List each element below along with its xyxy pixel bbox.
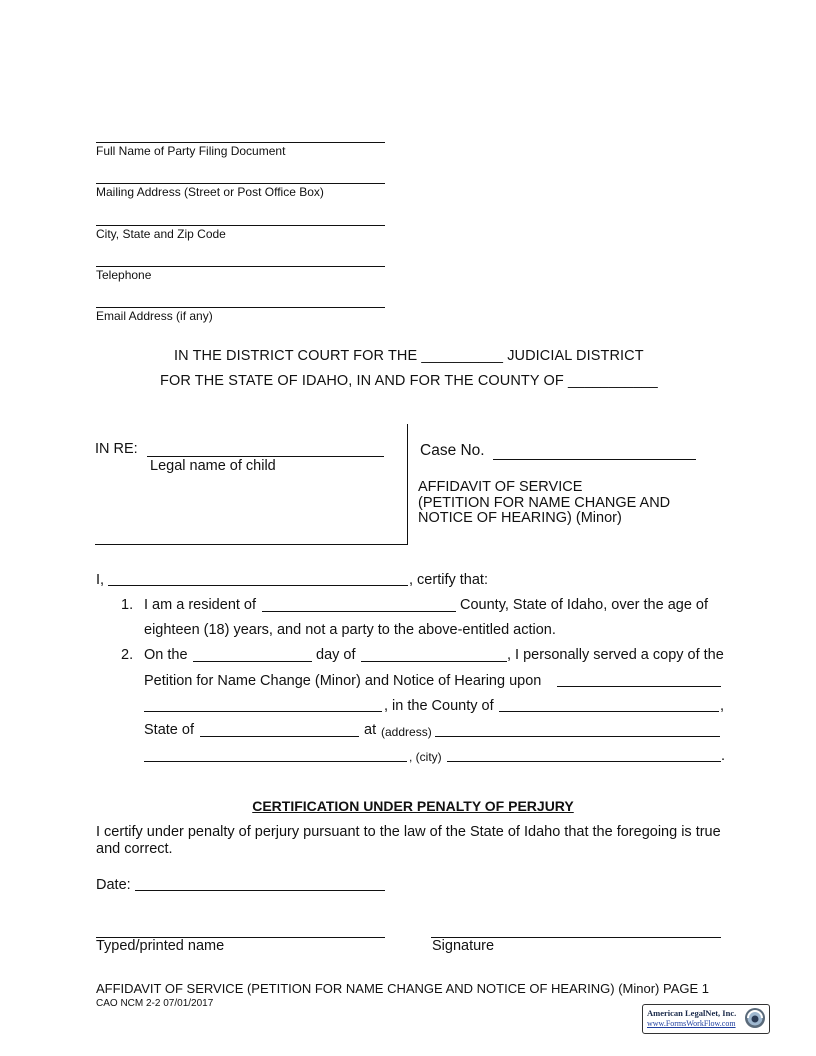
- globe-icon: [744, 1007, 766, 1029]
- service-city-line[interactable]: [447, 761, 721, 762]
- in-re-label: IN RE:: [95, 441, 138, 457]
- full-name-label: Full Name of Party Filing Document: [96, 144, 286, 158]
- document-title-3: NOTICE OF HEARING) (Minor): [418, 510, 622, 526]
- certification-text-2: and correct.: [96, 841, 173, 857]
- certification-heading: CERTIFICATION UNDER PENALTY OF PERJURY: [252, 798, 574, 814]
- date-line[interactable]: [135, 890, 385, 891]
- i-prefix: I,: [96, 572, 105, 588]
- document-title-1: AFFIDAVIT OF SERVICE: [418, 479, 583, 495]
- email-line[interactable]: [96, 307, 385, 308]
- certify-text: , certify that:: [409, 572, 488, 588]
- item-2-state: State of: [144, 722, 194, 738]
- item-2-on-the: On the: [144, 647, 188, 663]
- item-1-text-c: eighteen (18) years, and not a party to the above-entitled action.: [144, 622, 556, 638]
- service-month-line[interactable]: [361, 661, 507, 662]
- served-party-line-2[interactable]: [144, 711, 382, 712]
- case-number-field: [420, 442, 485, 460]
- address-label: (address): [381, 725, 432, 739]
- mailing-address-label: Mailing Address (Street or Post Office Box): [96, 185, 324, 199]
- case-no-label: Case No.: [420, 442, 485, 459]
- full-name-line[interactable]: [96, 142, 385, 143]
- city-state-zip-line[interactable]: [96, 225, 385, 226]
- signature-label: Signature: [432, 938, 495, 954]
- judicial-district-blank[interactable]: __________: [421, 348, 504, 364]
- caption-divider-horizontal: [95, 544, 407, 545]
- court-line-1-text: IN THE DISTRICT COURT FOR THE: [174, 348, 418, 364]
- form-code: CAO NCM 2-2 07/01/2017: [96, 998, 214, 1009]
- court-line-1: [174, 348, 644, 364]
- logo-url[interactable]: www.FormsWorkFlow.com: [647, 1019, 736, 1028]
- county-comma: ,: [720, 698, 725, 714]
- court-line-2: [160, 373, 658, 389]
- item-1-text-a: I am a resident of: [144, 597, 257, 613]
- date-label: Date:: [96, 877, 131, 893]
- item-2-county: , in the County of: [384, 698, 494, 714]
- service-county-line[interactable]: [499, 711, 719, 712]
- item-2-served: , I personally served a copy of the: [507, 647, 724, 663]
- item-2-day-of: day of: [316, 647, 356, 663]
- affiant-name-line[interactable]: [108, 585, 408, 586]
- county-blank[interactable]: ___________: [568, 373, 658, 389]
- email-label: Email Address (if any): [96, 309, 213, 323]
- child-name-line[interactable]: [147, 456, 384, 457]
- item-1-number: 1.: [121, 597, 134, 613]
- caption-divider-vertical: [407, 424, 408, 545]
- resident-county-line[interactable]: [262, 611, 456, 612]
- city-period: .: [721, 748, 726, 764]
- service-address-line[interactable]: [435, 736, 720, 737]
- item-2-petition: Petition for Name Change (Minor) and Notice of Hearing upon: [144, 673, 542, 689]
- service-day-line[interactable]: [193, 661, 312, 662]
- legal-name-label: Legal name of child: [150, 458, 276, 474]
- city-state-zip-label: City, State and Zip Code: [96, 227, 226, 241]
- served-party-line[interactable]: [557, 686, 721, 687]
- item-2-at: at: [364, 722, 377, 738]
- city-label: , (city): [409, 750, 442, 764]
- court-line-2-text: FOR THE STATE OF IDAHO, IN AND FOR THE COUNTY OF: [160, 373, 564, 389]
- footer-title: AFFIDAVIT OF SERVICE (PETITION FOR NAME CHANGE AND NOTICE OF HEARING) (Minor) PAGE 1: [96, 981, 709, 996]
- logo-company: American LegalNet, Inc.: [647, 1008, 737, 1018]
- service-address-line-2[interactable]: [144, 761, 407, 762]
- telephone-line[interactable]: [96, 266, 385, 267]
- item-2-number: 2.: [121, 647, 134, 663]
- court-line-1-suffix: JUDICIAL DISTRICT: [507, 348, 644, 364]
- service-state-line[interactable]: [200, 736, 359, 737]
- document-title-2: (PETITION FOR NAME CHANGE AND: [418, 495, 671, 511]
- legalnet-logo[interactable]: [642, 1004, 770, 1034]
- item-1-text-b: County, State of Idaho, over the age of: [460, 597, 709, 613]
- case-number-line[interactable]: [493, 459, 696, 460]
- telephone-label: Telephone: [96, 268, 152, 282]
- certification-text-1: I certify under penalty of perjury pursuant to the law of the State of Idaho that the foregoing is true: [96, 824, 721, 840]
- typed-name-label: Typed/printed name: [96, 938, 225, 954]
- mailing-address-line[interactable]: [96, 183, 385, 184]
